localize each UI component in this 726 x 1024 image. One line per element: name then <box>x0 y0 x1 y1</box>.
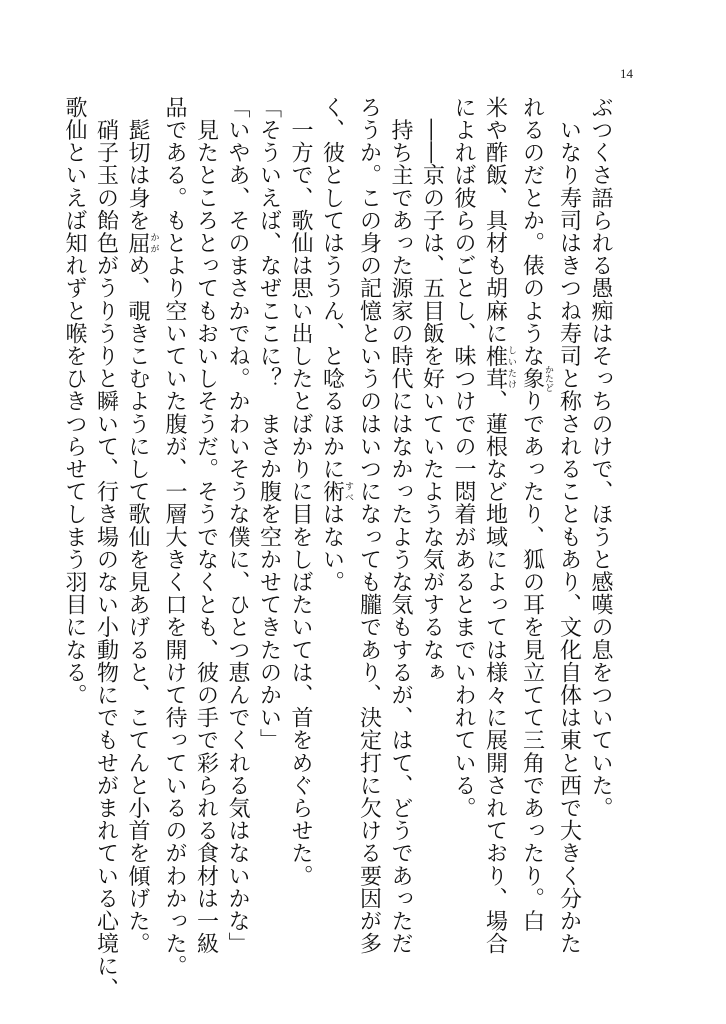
text-run: 米や酢飯、具材も胡麻に <box>482 96 508 345</box>
text-column-1: ぶつくさ語られる愚痴はそっちのけで、ほうと感嘆の息をついていた。 <box>588 96 613 820</box>
text-column-12: 「いやあ、そのまさかでね。かわいそうな僕に、ひとつ恵んでくれる気はないかな」 <box>225 96 250 955</box>
ruby-word: 象かたど <box>519 365 553 393</box>
text-run: く、彼としてはううん、と唸るほかに <box>319 96 345 481</box>
ruby-word: 術すべ <box>319 480 353 503</box>
text-run: りであったり、狐の耳を見立てて三角であったり。白 <box>519 389 545 933</box>
text-column-16: 硝子玉の飴色がうりうりと瞬いて、行き場のない小動物にでもせがまれている心境に、 <box>93 96 119 1000</box>
text-column-8: ろうか。この身の記憶というのはいつになっても朧であり、決定打に欠ける要因が多 <box>356 96 382 955</box>
text-column-9 <box>316 96 353 1001</box>
text-column-13: 見たところとってもおいしそうだ。そうでなくとも、彼の手で彩られる食材は一級 <box>193 96 219 955</box>
ruby-reading: しいたけ <box>506 344 516 390</box>
ruby-reading: すべ <box>343 480 353 503</box>
ruby-word: 椎茸しいたけ <box>482 344 516 390</box>
text-column-3 <box>516 96 553 1001</box>
text-column-4 <box>479 96 516 1001</box>
ruby-reading: かたど <box>543 365 553 393</box>
text-run: 髭切は身を <box>125 96 150 232</box>
text-run: め、覗きこむようにして歌仙を見あげると、こてんと小首を傾げた。 <box>125 254 150 955</box>
text-column-17: 歌仙といえば知れずと喉をひきつらせてしまう羽目になる。 <box>62 96 87 707</box>
text-run: れるのだとか。俵のような <box>519 96 545 368</box>
page-number: 14 <box>620 66 633 81</box>
text-column-10: 一方で、歌仙は思い出したとばかりに目をしばたいては、首をめぐらせた。 <box>288 96 313 887</box>
text-column-14: 品である。もとより空いていた腹が、一層大きく口を開けて待っているのがわかった。 <box>162 96 187 978</box>
text-column-15 <box>122 96 159 1001</box>
text-run: 、蓮根など地域によっては様々に展開されており、場合 <box>482 389 508 955</box>
text-column-2: いなり寿司はきつね寿司と称されることもあり、文化自体は東と西で大きく分かた <box>556 96 582 955</box>
text-column-11: 「そういえば、なぜここに？ まさか腹を空かせてきたのかい」 <box>256 96 282 752</box>
ruby-word: 屈かが <box>125 231 159 255</box>
text-column-7: 持ち主であった源家の時代にはなかったような気もするが、はて、どうであっただ <box>388 96 413 955</box>
text-column-5: によれば彼らのごとし、味つけでの一悶着があるとまでいわれている。 <box>451 96 476 820</box>
text-run: はない。 <box>319 502 345 594</box>
body-text <box>59 96 617 1001</box>
text-column-6: ――京の子は、五目飯を好いていたような気がするなぁ <box>419 96 445 684</box>
ruby-reading: かが <box>148 231 159 255</box>
